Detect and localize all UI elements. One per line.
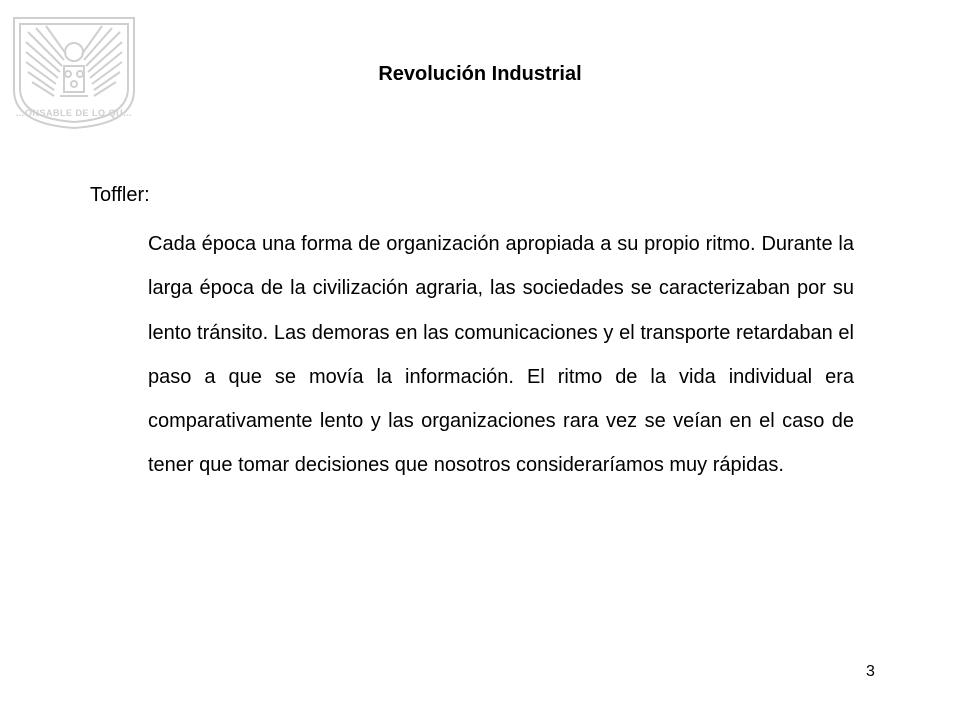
quote-paragraph: Cada época una forma de organización apropiada a su propio ritmo. Durante la larga época de la civilización agraria, las sociedades se caracterizaban por su lento tránsito. Las demoras en las comunicaciones y el transporte retardaban el paso a que se movía la información. El ritmo de la vida individual era comparativamente lento y las organizaciones rara vez se veían en el caso de tener que tomar decisiones que nosotros consideraríamos muy rápidas. (148, 233, 854, 477)
slide-title: Revolución Industrial (378, 63, 582, 85)
author-label: Toffler: (90, 184, 150, 206)
seal-text: …ONSABLE DE LO QU… (15, 108, 133, 118)
page-number: 3 (866, 663, 875, 680)
